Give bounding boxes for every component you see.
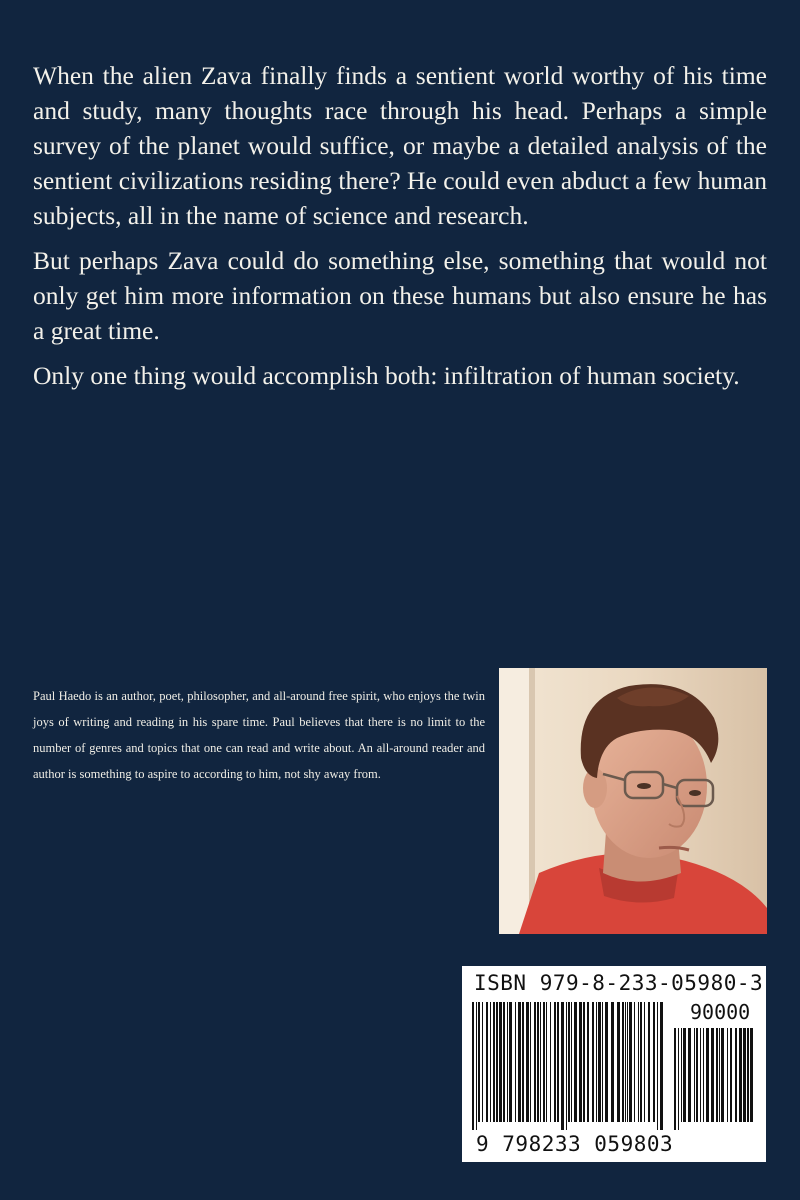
blurb-paragraph-3: Only one thing would accomplish both: infiltration of human society. <box>33 361 740 390</box>
barcode-bar <box>503 1002 505 1122</box>
blurb-paragraph-1: When the alien Zava finally finds a sentient world worthy of his time and study, many thoughts race through his head. Perhaps a simple survey of the planet would suffice, or maybe a detailed analysis of the sentient civilizations residing there? He could even abduct a few human subjects, all in the name of science and research. <box>33 61 767 230</box>
barcode-bar <box>598 1002 601 1122</box>
barcode-bar <box>681 1028 682 1122</box>
barcode-bar <box>678 1028 679 1130</box>
barcode-bar <box>657 1002 658 1130</box>
barcode-bar <box>518 1002 521 1122</box>
barcode-bar <box>735 1028 737 1122</box>
barcode-bar <box>530 1002 531 1122</box>
author-portrait-icon <box>499 668 767 934</box>
barcode-bar <box>743 1028 746 1122</box>
barcode-bar <box>674 1028 676 1130</box>
barcode-bar <box>568 1002 570 1122</box>
blurb-paragraph-2: But perhaps Zava could do something else, something that would not only get him more information on these humans but also ensure he has a great time. <box>33 246 767 345</box>
barcode-bar <box>571 1002 572 1122</box>
book-blurb <box>33 58 767 403</box>
isbn-barcode <box>462 966 766 1162</box>
barcode-bar <box>561 1002 564 1130</box>
barcode-bar <box>557 1002 559 1122</box>
barcode-bar <box>482 1002 483 1122</box>
barcode-bar <box>509 1002 512 1122</box>
barcode-bar <box>629 1002 632 1122</box>
barcode-bar <box>644 1002 645 1122</box>
barcode-bar <box>703 1028 704 1122</box>
barcode-bar <box>696 1028 698 1122</box>
barcode-bar <box>526 1002 529 1122</box>
barcode-bar <box>648 1002 650 1122</box>
barcode-bar <box>700 1028 701 1122</box>
barcode-bar <box>721 1028 724 1122</box>
price-code: 90000 <box>690 1000 751 1024</box>
barcode-bar <box>583 1002 585 1122</box>
barcode-bar <box>546 1002 547 1122</box>
barcode-bar <box>660 1002 663 1130</box>
barcode-bar <box>596 1002 597 1122</box>
barcode-bar <box>537 1002 539 1122</box>
ean-digits: 9 798233 059803 <box>476 1132 674 1156</box>
author-photo <box>499 668 767 934</box>
barcode-bar <box>719 1028 720 1122</box>
barcode-bar <box>750 1028 753 1122</box>
barcode-bar <box>747 1028 749 1122</box>
barcode-bar <box>486 1002 488 1122</box>
barcode-bar <box>540 1002 541 1122</box>
barcode-bar <box>592 1002 594 1122</box>
barcode-bar <box>727 1028 728 1122</box>
barcode-bar <box>711 1028 714 1122</box>
barcode-bar <box>507 1002 508 1122</box>
barcode-bar <box>522 1002 524 1122</box>
barcode-bar <box>625 1002 626 1122</box>
barcode-bar <box>472 1002 474 1130</box>
barcode-bar <box>550 1002 551 1122</box>
barcode-bar <box>543 1002 545 1122</box>
barcode-bar <box>688 1028 691 1122</box>
barcode-bar <box>694 1028 695 1122</box>
barcode-bar <box>476 1002 477 1130</box>
barcode-bar <box>611 1002 614 1122</box>
barcode-bar <box>534 1002 536 1122</box>
barcode-bar <box>683 1028 686 1122</box>
barcode-bar <box>579 1002 582 1122</box>
barcode-bar <box>478 1002 480 1122</box>
barcode-bar <box>730 1028 732 1122</box>
ean-barcode-icon <box>472 1002 672 1130</box>
barcode-bar <box>638 1002 639 1122</box>
author-bio: Paul Haedo is an author, poet, philosopher, and all-around free spirit, who enjoys the twin joys of writing and reading in his spare time. Paul believes that there is no limit to the number of genres and topics that one can read and write about. An all-around reader and author is something to aspire to according to him, not shy away from. <box>33 689 485 781</box>
barcode-bar <box>627 1002 628 1122</box>
barcode-bar <box>554 1002 556 1122</box>
price-addon-barcode-icon <box>674 1028 756 1130</box>
barcode-bar <box>716 1028 718 1122</box>
barcode-bar <box>634 1002 635 1122</box>
barcode-bar <box>499 1002 502 1122</box>
barcode-bar <box>587 1002 589 1122</box>
barcode-bar <box>617 1002 620 1122</box>
barcode-bar <box>496 1002 498 1122</box>
barcode-bar <box>515 1002 516 1122</box>
barcode-bar <box>706 1028 709 1122</box>
barcode-bar <box>640 1002 642 1122</box>
barcode-bar <box>490 1002 491 1122</box>
barcode-bar <box>739 1028 742 1122</box>
barcode-bar <box>622 1002 624 1122</box>
barcode-bar <box>566 1002 567 1130</box>
isbn-label: ISBN 979-8-233-05980-3 <box>474 971 764 995</box>
barcode-bar <box>605 1002 608 1122</box>
barcode-bar <box>602 1002 603 1122</box>
barcode-bar <box>574 1002 577 1122</box>
barcode-bar <box>493 1002 495 1122</box>
barcode-bar <box>653 1002 655 1122</box>
